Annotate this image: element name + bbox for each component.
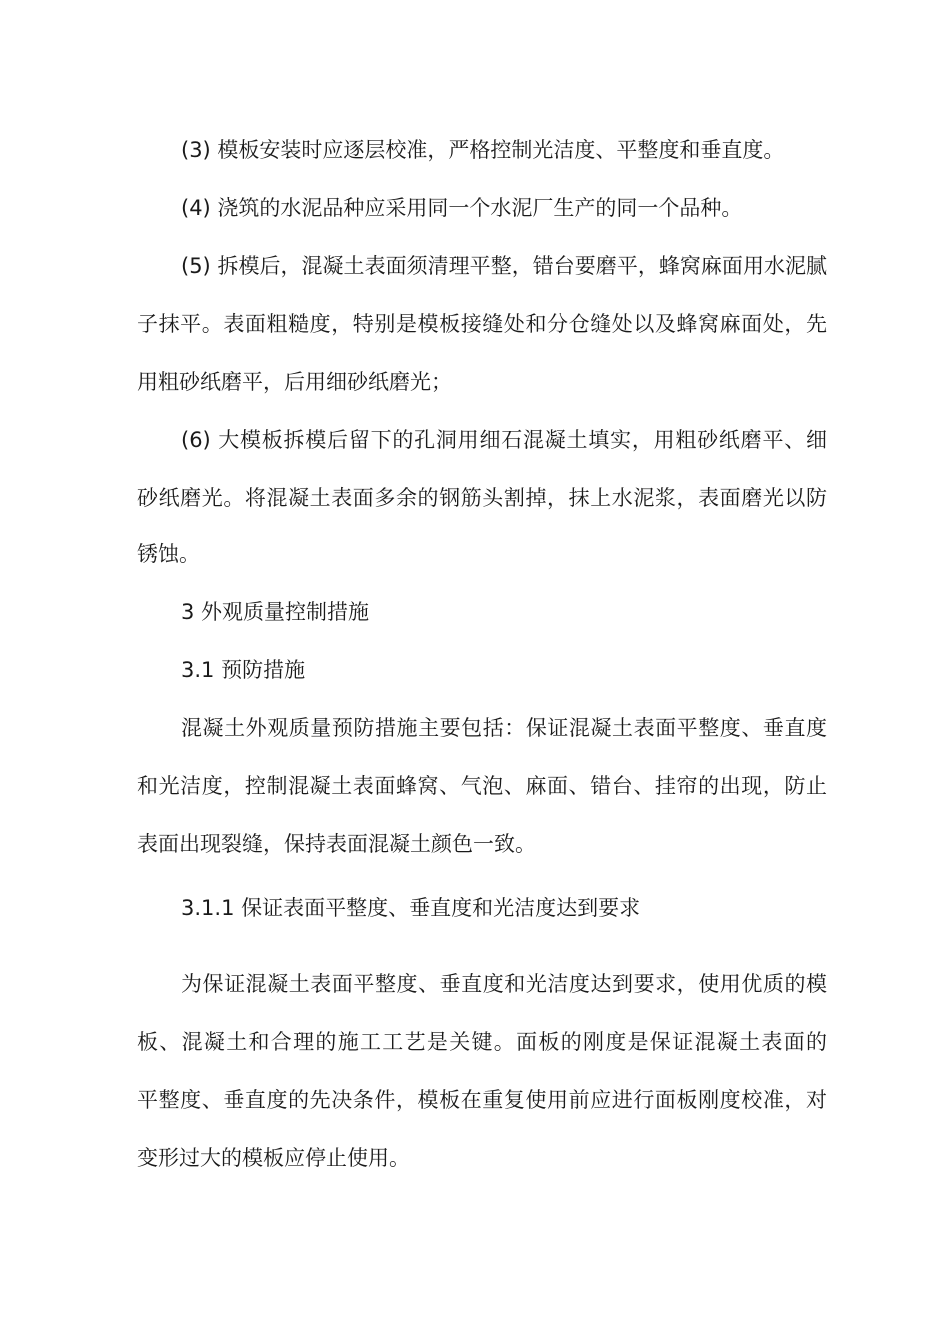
subsection-heading-3-1-1: 3.1.1 保证表面平整度、垂直度和光洁度达到要求 — [181, 896, 641, 920]
requirement-paragraph-line-2: 板、混凝土和合理的施工工艺是关键。面板的刚度是保证混凝土表面的 — [137, 1030, 827, 1054]
paragraph-item-6-line-2: 砂纸磨光。将混凝土表面多余的钢筋头割掉，抹上水泥浆，表面磨光以防 — [137, 486, 827, 510]
paragraph-item-6-line-3: 锈蚀。 — [137, 542, 200, 566]
requirement-paragraph-line-4: 变形过大的模板应停止使用。 — [137, 1146, 410, 1170]
paragraph-item-6-line-1: (6) 大模板拆模后留下的孔洞用细石混凝土填实，用粗砂纸磨平、细 — [181, 428, 827, 452]
subsection-heading-3-1: 3.1 预防措施 — [181, 658, 306, 682]
paragraph-item-4: (4) 浇筑的水泥品种应采用同一个水泥厂生产的同一个品种。 — [181, 196, 743, 220]
requirement-paragraph-line-1: 为保证混凝土表面平整度、垂直度和光洁度达到要求，使用优质的模 — [181, 972, 827, 996]
requirement-paragraph-line-3: 平整度、垂直度的先决条件，模板在重复使用前应进行面板刚度校准，对 — [137, 1088, 827, 1112]
section-heading-3: 3 外观质量控制措施 — [181, 600, 370, 624]
prevention-paragraph-line-3: 表面出现裂缝，保持表面混凝土颜色一致。 — [137, 832, 536, 856]
paragraph-item-5-line-3: 用粗砂纸磨平，后用细砂纸磨光； — [137, 370, 452, 394]
paragraph-item-3: (3) 模板安装时应逐层校准，严格控制光洁度、平整度和垂直度。 — [181, 138, 785, 162]
prevention-paragraph-line-2: 和光洁度，控制混凝土表面蜂窝、气泡、麻面、错台、挂帘的出现，防止 — [137, 774, 827, 798]
paragraph-item-5-line-2: 子抹平。表面粗糙度，特别是模板接缝处和分仓缝处以及蜂窝麻面处，先 — [137, 312, 827, 336]
paragraph-item-5-line-1: (5) 拆模后，混凝土表面须清理平整，错台要磨平，蜂窝麻面用水泥腻 — [181, 254, 827, 278]
prevention-paragraph-line-1: 混凝土外观质量预防措施主要包括：保证混凝土表面平整度、垂直度 — [181, 716, 827, 740]
